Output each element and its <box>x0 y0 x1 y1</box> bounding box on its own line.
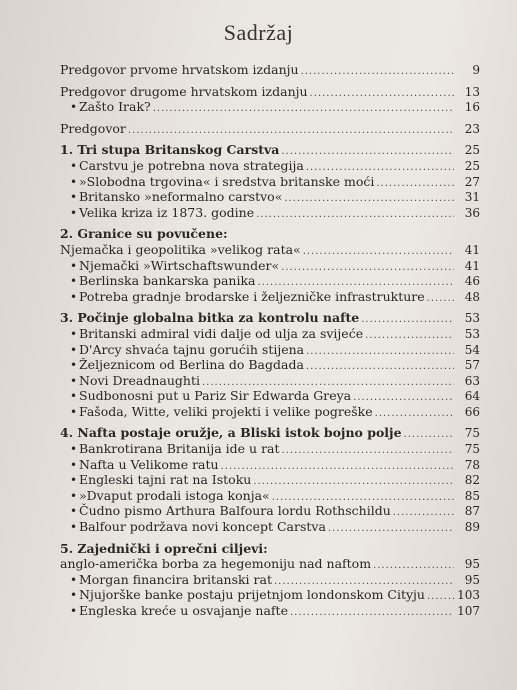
entry-text: Predgovor drugome hrvatskom izdanju <box>60 83 308 99</box>
page-number: 53 <box>464 311 480 326</box>
entry-title <box>60 84 310 99</box>
leader-dots <box>284 193 454 204</box>
page-number: 75 <box>464 426 480 441</box>
bullet-icon: • <box>70 158 78 173</box>
entry-text: 3. Počinje globalna bitka za kontrolu nafte <box>60 310 360 326</box>
leader-dots <box>281 146 454 157</box>
page-number: 36 <box>464 205 480 220</box>
entry-title <box>60 556 373 571</box>
bullet-icon: • <box>70 358 78 373</box>
entry-title <box>60 310 361 325</box>
page-number: 85 <box>464 488 480 503</box>
toc-subentry <box>60 488 480 504</box>
toc-subentry <box>60 174 480 190</box>
entry-title <box>60 189 284 204</box>
page-number: 63 <box>464 373 480 388</box>
page-number: 46 <box>464 274 480 289</box>
entry-title <box>60 587 427 602</box>
entry-title <box>60 472 253 487</box>
leader-dots <box>404 429 454 440</box>
entry-text: Velika kriza iz 1873. godine <box>79 204 255 220</box>
leader-dots <box>274 576 454 587</box>
page-number: 13 <box>464 84 480 99</box>
entry-title <box>60 158 306 173</box>
entry-text: Predgovor prvome hrvatskom izdanju <box>60 62 299 77</box>
toc-subentry <box>60 357 480 373</box>
toc-subentry <box>60 158 480 174</box>
leader-dots <box>253 476 454 487</box>
toc-entry <box>60 541 480 557</box>
toc-entry <box>60 226 480 242</box>
entry-text: Željeznicom od Berlina do Bagdada <box>79 357 304 373</box>
bullet-icon: • <box>70 289 78 304</box>
page-number: 87 <box>464 504 480 519</box>
entry-text: Berlinska bankarska panika <box>79 273 256 289</box>
entry-text: Carstvu je potrebna nova strategija <box>79 157 304 173</box>
bullet-icon: • <box>70 572 78 587</box>
page-number: 25 <box>464 158 480 173</box>
entry-text: Njujorške banke postaju prijetnjom londonskom Cityju <box>79 587 425 603</box>
page-number: 41 <box>464 242 480 257</box>
bullet-icon: • <box>70 520 78 535</box>
page-number: 107 <box>457 604 480 618</box>
page-number: 66 <box>464 404 480 419</box>
page-number: 23 <box>464 121 480 136</box>
leader-dots <box>306 162 454 173</box>
leader-dots <box>306 361 454 372</box>
leader-dots <box>153 103 454 114</box>
page-title: Sadržaj <box>223 20 294 45</box>
entry-text: Novi Dreadnaughti <box>79 372 200 388</box>
toc-subentry <box>60 472 480 488</box>
entry-title <box>60 342 306 357</box>
bullet-icon: • <box>70 504 78 519</box>
toc-entry <box>60 556 480 572</box>
entry-text: »Slobodna trgovina« i sredstva britanske moći <box>79 173 375 189</box>
entry-text: »Dvaput prodali istoga konja« <box>79 487 270 503</box>
entry-title <box>60 326 365 341</box>
leader-dots <box>306 346 454 357</box>
entry-text: Zašto Irak? <box>79 99 151 115</box>
page-number: 31 <box>464 190 480 205</box>
entry-text: Njemački »Wirtschaftswunder« <box>79 257 280 273</box>
page-number: 89 <box>464 520 480 535</box>
bullet-icon: • <box>70 190 78 205</box>
bullet-icon: • <box>70 442 78 457</box>
toc-subentry <box>60 388 480 404</box>
entry-title <box>60 273 257 288</box>
leader-dots <box>221 461 454 472</box>
entry-title <box>60 388 353 403</box>
entry-text: Engleski tajni rat na Istoku <box>79 472 252 488</box>
entry-text: Nafta u Velikome ratu <box>79 456 219 472</box>
entry-text: 5. Zajednički i oprečni ciljevi: <box>60 540 268 556</box>
page-number: 27 <box>464 174 480 189</box>
bullet-icon: • <box>70 604 78 618</box>
page-number: 16 <box>464 100 480 115</box>
leader-dots <box>393 507 454 518</box>
page-number: 54 <box>464 342 480 357</box>
entry-title <box>60 289 427 304</box>
bullet-icon: • <box>70 389 78 404</box>
entry-text: Njemačka i geopolitika »velikog rata« <box>60 241 301 257</box>
entry-title <box>60 205 256 220</box>
entry-text: Potreba gradnje brodarske i željezničke infrastrukture <box>79 288 425 304</box>
bullet-icon: • <box>70 404 78 419</box>
toc-subentry <box>60 289 480 305</box>
toc-entry <box>60 62 480 78</box>
page-number: 9 <box>472 63 480 77</box>
toc-subentry <box>60 99 480 115</box>
entry-title <box>60 441 282 456</box>
entry-title <box>60 519 328 534</box>
toc-subentry <box>60 519 480 535</box>
leader-dots <box>272 492 454 503</box>
toc-subentry <box>60 189 480 205</box>
page-number: 41 <box>464 258 480 273</box>
entry-title <box>60 425 404 440</box>
toc-subentry <box>60 457 480 473</box>
entry-title <box>60 373 202 388</box>
leader-dots <box>328 523 454 534</box>
leader-dots <box>257 277 454 288</box>
bullet-icon: • <box>70 342 78 357</box>
toc-entry <box>60 84 480 100</box>
entry-title <box>60 258 281 273</box>
entry-title <box>60 457 221 472</box>
page-number: 103 <box>457 588 480 603</box>
bullet-icon: • <box>70 205 78 220</box>
leader-dots <box>373 560 454 571</box>
bullet-icon: • <box>70 100 78 115</box>
toc-subentry <box>60 441 480 457</box>
toc-subentry <box>60 373 480 389</box>
entry-text: Predgovor <box>60 120 126 136</box>
page-number: 75 <box>464 442 480 457</box>
leader-dots <box>281 262 454 273</box>
page-number: 82 <box>464 473 480 488</box>
entry-title <box>60 142 281 157</box>
entry-title <box>60 357 306 372</box>
entry-title <box>60 488 272 503</box>
entry-title <box>60 404 375 419</box>
toc-entry <box>60 121 480 137</box>
entry-title <box>60 121 128 136</box>
page-number: 53 <box>464 326 480 341</box>
bullet-icon: • <box>70 473 78 488</box>
entry-text: 4. Nafta postaje oružje, a Bliski istok bojno polje <box>60 425 402 441</box>
leader-dots <box>361 314 454 325</box>
leader-dots <box>375 408 454 419</box>
entry-title <box>60 242 303 257</box>
leader-dots <box>376 178 454 189</box>
toc-subentry <box>60 342 480 358</box>
page-number: 95 <box>464 572 480 587</box>
entry-title <box>60 62 301 77</box>
toc-subentry <box>60 603 480 619</box>
entry-text: Čudno pismo Arthura Balfoura lordu Rothschildu <box>79 503 391 519</box>
leader-dots <box>427 293 454 304</box>
toc-subentry <box>60 587 480 603</box>
page-number: 78 <box>464 457 480 472</box>
page-number: 25 <box>464 143 480 158</box>
page-number: 48 <box>464 289 480 304</box>
leader-dots <box>202 377 454 388</box>
entry-title <box>60 99 153 114</box>
leader-dots <box>303 246 454 257</box>
entry-text: Engleska kreće u osvajanje nafte <box>79 603 288 618</box>
entry-text: Sudbonosni put u Pariz Sir Edwarda Greya <box>79 388 352 404</box>
leader-dots <box>128 125 454 136</box>
entry-title <box>60 572 274 587</box>
entry-text: 1. Tri stupa Britanskog Carstva <box>60 142 280 158</box>
entry-text: anglo-američka borba za hegemoniju nad naftom <box>60 556 372 572</box>
bullet-icon: • <box>70 174 78 189</box>
leader-dots <box>427 591 454 602</box>
leader-dots <box>290 607 454 618</box>
entry-text: Balfour podržava novi koncept Carstva <box>79 519 326 535</box>
toc-subentry <box>60 205 480 221</box>
bullet-icon: • <box>70 457 78 472</box>
entry-text: Britanski admiral vidi dalje od ulja za svijeće <box>79 325 364 341</box>
page-number: 95 <box>464 557 480 572</box>
leader-dots <box>301 66 454 77</box>
toc-subentry <box>60 572 480 588</box>
toc-entry <box>60 310 480 326</box>
toc-subentry <box>60 273 480 289</box>
leader-dots <box>353 392 454 403</box>
toc-subentry <box>60 404 480 420</box>
toc-subentry <box>60 503 480 519</box>
toc-entry <box>60 242 480 258</box>
entry-text: D'Arcy shvaća tajnu gorućih stijena <box>79 341 305 357</box>
entry-title <box>60 226 230 241</box>
bullet-icon: • <box>70 258 78 273</box>
entry-text: Bankrotirana Britanija ide u rat <box>79 441 280 457</box>
leader-dots <box>256 209 454 220</box>
entry-text: Morgan financira britanski rat <box>79 571 272 587</box>
toc-entry <box>60 142 480 158</box>
bullet-icon: • <box>70 488 78 503</box>
toc-subentry <box>60 258 480 274</box>
toc-entry <box>60 425 480 441</box>
entry-title <box>60 541 270 556</box>
entry-text: Fašoda, Witte, veliki projekti i velike pogreške <box>79 403 373 419</box>
toc-subentry <box>60 326 480 342</box>
entry-text: Britansko »neformalno carstvo« <box>79 189 283 205</box>
bullet-icon: • <box>70 373 78 388</box>
table-of-contents <box>60 62 480 619</box>
entry-text: 2. Granice su povučene: <box>60 226 228 242</box>
page-number: 57 <box>464 358 480 373</box>
leader-dots <box>365 330 454 341</box>
entry-title <box>60 603 290 618</box>
leader-dots <box>282 445 454 456</box>
entry-title <box>60 503 393 518</box>
bullet-icon: • <box>70 588 78 603</box>
bullet-icon: • <box>70 326 78 341</box>
leader-dots <box>310 88 454 99</box>
entry-title <box>60 174 376 189</box>
page-number: 64 <box>464 389 480 404</box>
bullet-icon: • <box>70 274 78 289</box>
